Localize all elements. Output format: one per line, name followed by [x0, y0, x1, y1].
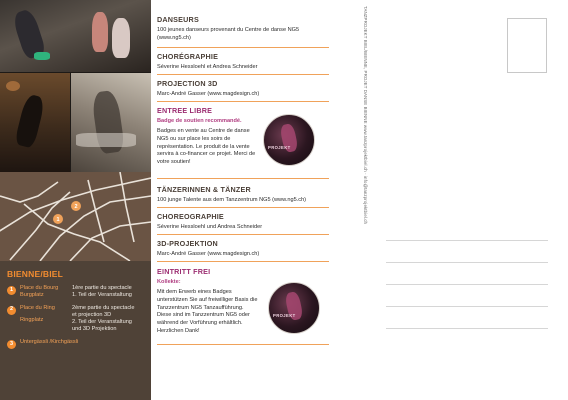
section-heading: EINTRITT FREI [157, 267, 211, 276]
address-line [386, 262, 548, 263]
section-taenzer [157, 185, 329, 205]
dancers-photo-left [0, 73, 70, 172]
section-heading: CHORÉGRAPHIE [157, 52, 219, 61]
badge-label: PROJEKT [273, 313, 296, 318]
dancers-photo-top [0, 0, 151, 72]
section-heading: ENTREE LIBRE [157, 106, 213, 115]
city-map [0, 172, 151, 261]
divider [157, 178, 329, 179]
section-subheading: Kollekte: [157, 279, 181, 285]
section-heading: PROJECTION 3D [157, 79, 218, 88]
activity-de: 1. Teil der Veranstaltung [72, 292, 132, 299]
stamp-box [507, 18, 547, 73]
section-projektion [157, 239, 329, 259]
activity-fr: 1ère partie du spectacle [72, 285, 132, 291]
venue-activity [72, 305, 135, 334]
imprint-text: TANZPROJEKT BIEL/BIENNE, PROJET DANSE BIENNE www.tanzprojektbiel.ch · info@tanzprojektbiel.ch [363, 6, 368, 224]
support-badge-image [263, 114, 315, 166]
section-heading: DANSEURS [157, 15, 199, 24]
section-choreographie [157, 212, 329, 232]
divider [157, 101, 329, 102]
section-body: 100 junge Talente aus dem Tanzzentrum NG5 (www.ng5.ch) [157, 197, 307, 203]
section-body: 100 jeunes danseurs provenant du Centre de danse NG5 (www.ng5.ch) [157, 27, 300, 41]
address-line [386, 240, 548, 241]
section-heading: CHOREOGRAPHIE [157, 212, 224, 221]
section-body: Marc-André Gasser (www.magdesign.ch) [157, 91, 260, 97]
program-text-column [151, 0, 333, 400]
section-body: Mit dem Erwerb eines Badges unterstützen Sie auf freiwilliger Basis die Tanzzentrum NG5 Tanzaufführung. Diese sind im Tanzzentrum NG5 oder während der Vorführung erhältlich. Herzlichen Dank! [157, 289, 258, 335]
activity-de-2: und 3D Projektion [72, 326, 117, 333]
venue-number: 2 [7, 306, 16, 315]
venue-row-3 [7, 339, 144, 349]
section-projection [157, 79, 329, 99]
venue-place [20, 339, 144, 346]
section-heading: TÄNZERINNEN & TÄNZER [157, 185, 251, 194]
divider [157, 234, 329, 235]
section-body: Séverine Hessloehl und Andrea Schneider [157, 224, 263, 230]
map-pin-2-label: 2 [74, 204, 78, 211]
venue-info [0, 261, 151, 400]
vertical-imprint [361, 6, 369, 344]
section-body: Marc-André Gasser (www.magdesign.ch) [157, 251, 260, 257]
venue-number: 3 [7, 340, 16, 349]
map-streets [0, 172, 151, 261]
city-title: BIENNE/BIEL [7, 269, 64, 279]
section-subheading: Badge de soutien recommandé. [157, 118, 242, 124]
section-heading: 3D-PROJEKTION [157, 239, 218, 248]
venue-place-fr: Untergässli /Kirchgässli [20, 338, 79, 345]
activity-fr-2: et projection 3D [72, 311, 112, 318]
section-body: Séverine Hessloehl et Andrea Schneider [157, 64, 258, 70]
divider [157, 207, 329, 208]
support-badge-image [268, 282, 320, 334]
map-pin-1-label: 1 [56, 217, 60, 224]
venue-activity [72, 285, 132, 300]
section-body: Badges en vente au Centre de danse NG5 ou sur place les soirs de représentation. Le produit de la vente servira à co-financer ce projet. Merci de votre soutien! [157, 128, 256, 166]
photo-collage [0, 0, 151, 172]
venue-place [20, 305, 72, 325]
dancers-photo-right [71, 73, 151, 172]
venue-place [20, 285, 72, 300]
section-choregraphie [157, 52, 329, 72]
section-danseurs [157, 15, 329, 42]
venue-row-1 [7, 285, 144, 300]
venue-row-2 [7, 305, 144, 334]
divider [157, 261, 329, 262]
badge-label: PROJEKT [268, 145, 291, 150]
divider [157, 74, 329, 75]
venue-place-de: Ringplatz [20, 316, 44, 323]
venue-number: 1 [7, 286, 16, 295]
address-line [386, 328, 548, 329]
address-line [386, 306, 548, 307]
venue-place-fr: Place du Bourg [20, 285, 59, 291]
venue-place-de: Burgplatz [20, 292, 44, 299]
activity-de-1: 2. Teil der Veranstaltung [72, 319, 132, 326]
venue-place-fr: Place du Ring [20, 304, 55, 311]
address-line [386, 284, 548, 285]
divider [157, 344, 329, 345]
activity-fr-1: 2ème partie du spectacle [72, 304, 135, 311]
divider [157, 47, 329, 48]
